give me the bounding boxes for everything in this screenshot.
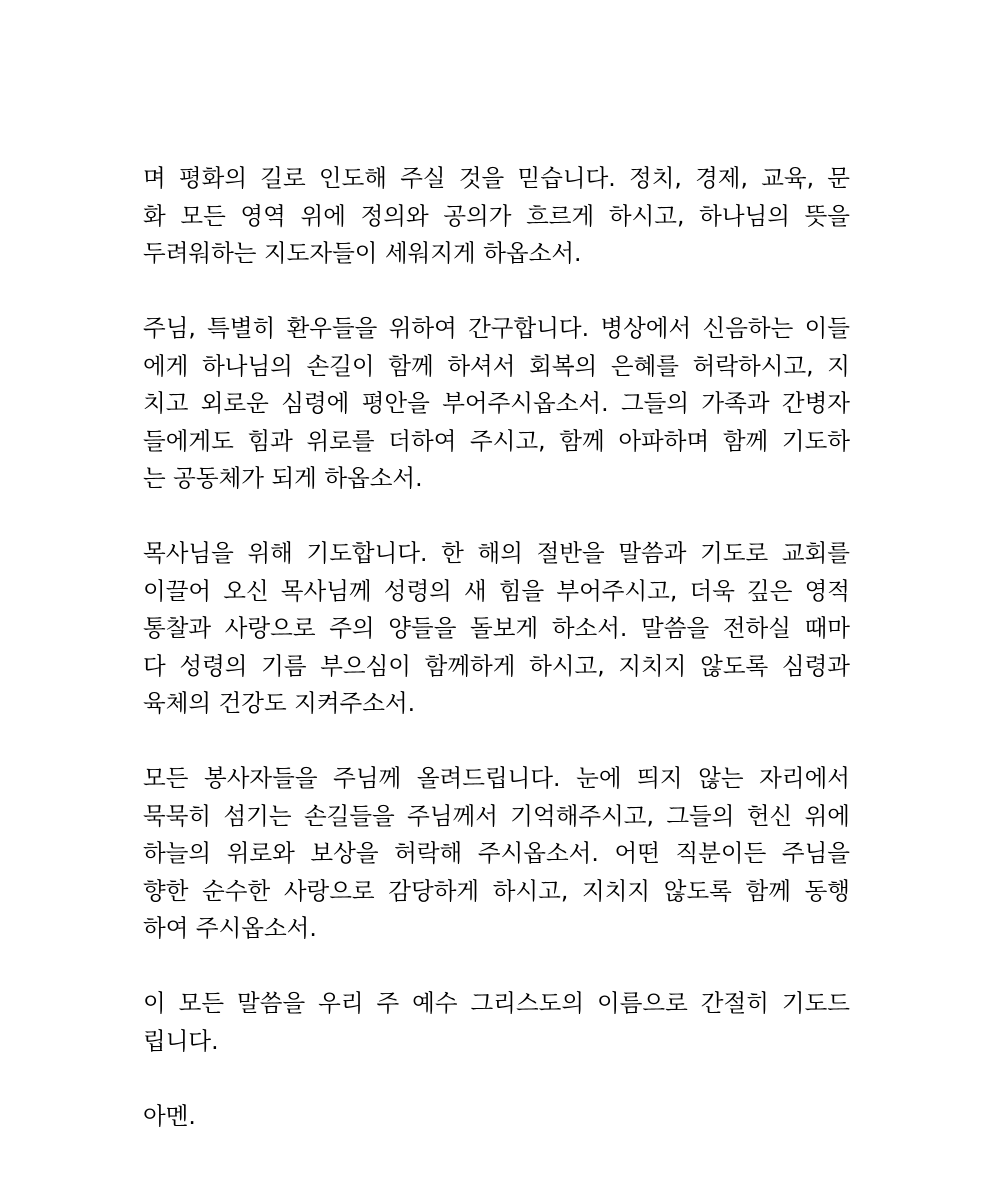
paragraph-pastor (143, 535, 850, 723)
text-line: 이끌어 오신 목사님께 성령의 새 힘을 부어주시고, 더욱 깊은 영적 (143, 576, 850, 605)
text-line: 화 모든 영역 위에 정의와 공의가 흐르게 하시고, 하나님의 뜻을 (143, 201, 850, 230)
text-line: 하여 주시옵소서. (143, 914, 317, 942)
text-line: 아멘. (143, 1101, 196, 1130)
text-line: 들에게도 힘과 위로를 더하여 주시고, 함께 아파하며 함께 기도하 (143, 426, 850, 455)
text-line: 향한 순수한 사랑으로 감당하게 하시고, 지치지 않도록 함께 동행 (143, 876, 850, 905)
prayer-text-body (143, 160, 850, 1135)
paragraph-peace-leaders (143, 160, 850, 273)
text-line: 이 모든 말씀을 우리 주 예수 그리스도의 이름으로 간절히 기도드 (143, 989, 850, 1017)
text-line: 에게 하나님의 손길이 함께 하셔서 회복의 은혜를 허락하시고, 지 (143, 351, 850, 380)
text-line: 는 공동체가 되게 하옵소서. (143, 464, 423, 492)
text-line: 다 성령의 기름 부으심이 함께하게 하시고, 지치지 않도록 심령과 (143, 651, 850, 680)
text-line: 목사님을 위해 기도합니다. 한 해의 절반을 말씀과 기도로 교회를 (143, 539, 850, 567)
text-line: 주님, 특별히 환우들을 위하여 간구합니다. 병상에서 신음하는 이들 (143, 314, 850, 342)
paragraph-volunteers (143, 760, 850, 948)
text-line: 통찰과 사랑으로 주의 양들을 돌보게 하소서. 말씀을 전하실 때마 (143, 614, 850, 642)
paragraph-closing-prayer (143, 985, 850, 1060)
text-line: 하늘의 위로와 보상을 허락해 주시옵소서. 어떤 직분이든 주님을 (143, 839, 850, 867)
text-line: 며 평화의 길로 인도해 주실 것을 믿습니다. 정치, 경제, 교육, 문 (143, 164, 850, 192)
text-line: 모든 봉사자들을 주님께 올려드립니다. 눈에 띄지 않는 자리에서 (143, 764, 850, 792)
paragraph-patients (143, 310, 850, 498)
text-line: 육체의 건강도 지켜주소서. (143, 689, 416, 717)
paragraph-amen (143, 1098, 850, 1136)
text-line: 묵묵히 섬기는 손길들을 주님께서 기억해주시고, 그들의 헌신 위에 (143, 801, 850, 830)
text-line: 치고 외로운 심령에 평안을 부어주시옵소서. 그들의 가족과 간병자 (143, 389, 850, 417)
text-line: 립니다. (143, 1026, 219, 1055)
text-line: 두려워하는 지도자들이 세워지게 하옵소서. (143, 239, 582, 267)
